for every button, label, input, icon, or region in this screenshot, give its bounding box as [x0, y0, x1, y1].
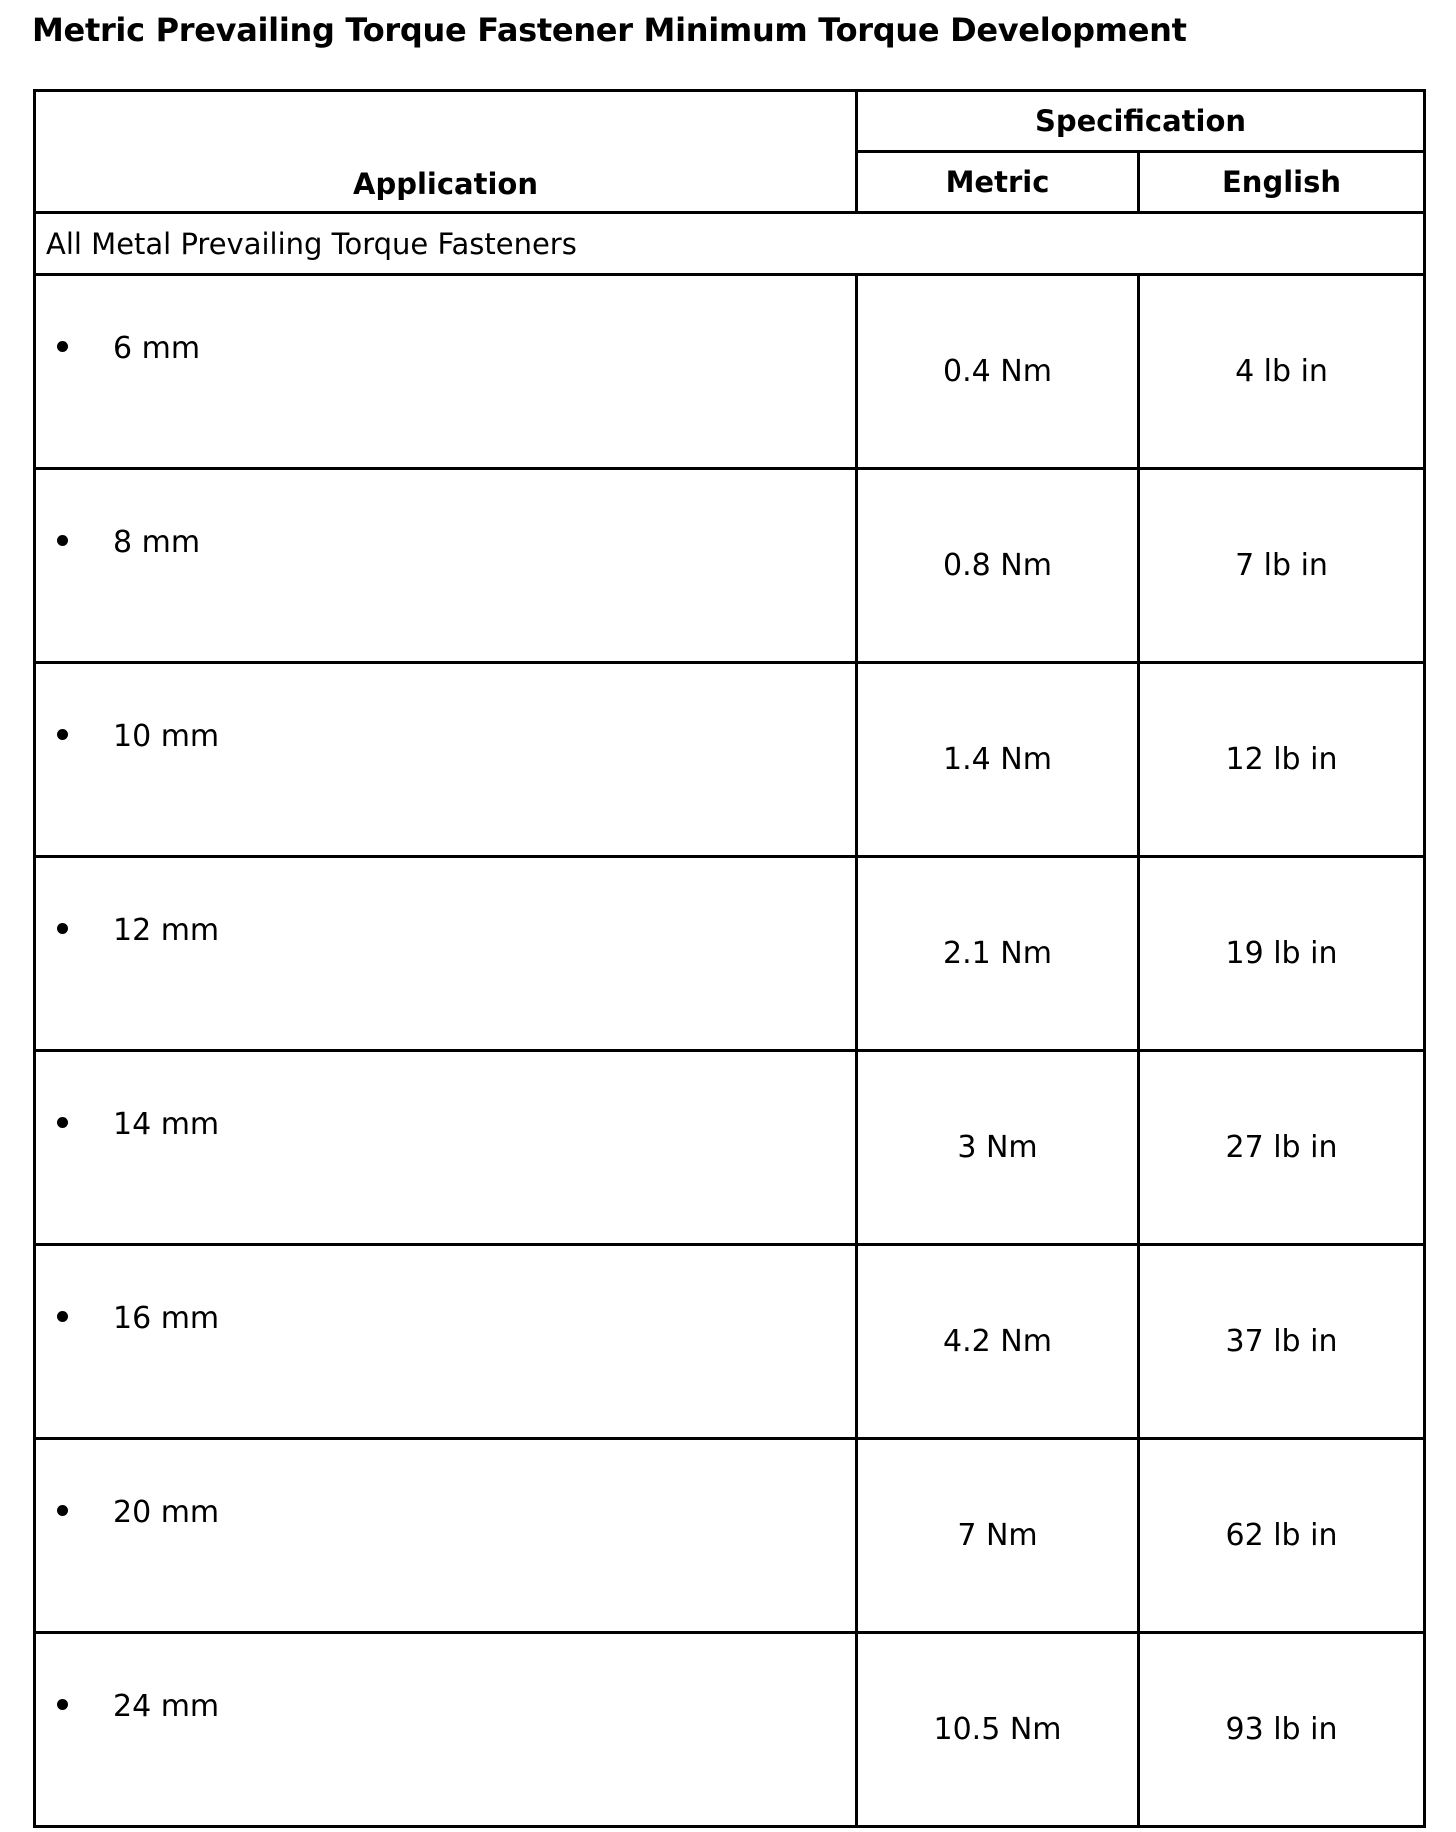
- application-size: 10 mm: [113, 719, 220, 754]
- document-title: Metric Prevailing Torque Fastener Minimum Torque Development: [32, 11, 1187, 49]
- application-size: 12 mm: [113, 913, 220, 948]
- metric-value: 1.4 Nm: [857, 663, 1139, 857]
- application-size: 6 mm: [113, 331, 201, 366]
- bullet-icon: [57, 535, 68, 546]
- header-application: Application: [35, 91, 857, 213]
- bullet-icon: [57, 923, 68, 934]
- table-row: [35, 1439, 1425, 1633]
- table-row: [35, 1633, 1425, 1827]
- table-row: [35, 1245, 1425, 1439]
- application-cell: [35, 1245, 857, 1439]
- torque-spec-table: [33, 89, 1426, 1828]
- application-cell: [35, 1051, 857, 1245]
- bullet-icon: [57, 1117, 68, 1128]
- english-value: 19 lb in: [1139, 857, 1425, 1051]
- table-row: [35, 275, 1425, 469]
- header-english: English: [1139, 152, 1425, 213]
- application-size: 8 mm: [113, 525, 201, 560]
- metric-value: 3 Nm: [857, 1051, 1139, 1245]
- metric-value: 10.5 Nm: [857, 1633, 1139, 1827]
- english-value: 93 lb in: [1139, 1633, 1425, 1827]
- bullet-icon: [57, 1311, 68, 1322]
- application-cell: [35, 275, 857, 469]
- application-cell: [35, 1633, 857, 1827]
- english-value: 12 lb in: [1139, 663, 1425, 857]
- application-size: 20 mm: [113, 1495, 220, 1530]
- bullet-icon: [57, 1699, 68, 1710]
- bullet-icon: [57, 729, 68, 740]
- metric-value: 7 Nm: [857, 1439, 1139, 1633]
- table-header: [35, 91, 1425, 213]
- english-value: 7 lb in: [1139, 469, 1425, 663]
- bullet-icon: [57, 1505, 68, 1516]
- table-row: [35, 1051, 1425, 1245]
- metric-value: 0.4 Nm: [857, 275, 1139, 469]
- header-metric: Metric: [857, 152, 1139, 213]
- english-value: 62 lb in: [1139, 1439, 1425, 1633]
- application-cell: [35, 1439, 857, 1633]
- application-size: 16 mm: [113, 1301, 220, 1336]
- english-value: 27 lb in: [1139, 1051, 1425, 1245]
- metric-value: 4.2 Nm: [857, 1245, 1139, 1439]
- table-row: [35, 663, 1425, 857]
- english-value: 4 lb in: [1139, 275, 1425, 469]
- table-row: [35, 857, 1425, 1051]
- english-value: 37 lb in: [1139, 1245, 1425, 1439]
- application-size: 24 mm: [113, 1689, 220, 1724]
- metric-value: 0.8 Nm: [857, 469, 1139, 663]
- table-row: [35, 469, 1425, 663]
- application-cell: [35, 857, 857, 1051]
- application-size: 14 mm: [113, 1107, 220, 1142]
- application-cell: [35, 663, 857, 857]
- bullet-icon: [57, 341, 68, 352]
- section-heading: All Metal Prevailing Torque Fasteners: [35, 213, 1425, 275]
- metric-value: 2.1 Nm: [857, 857, 1139, 1051]
- application-cell: [35, 469, 857, 663]
- header-specification: Specification: [857, 91, 1425, 152]
